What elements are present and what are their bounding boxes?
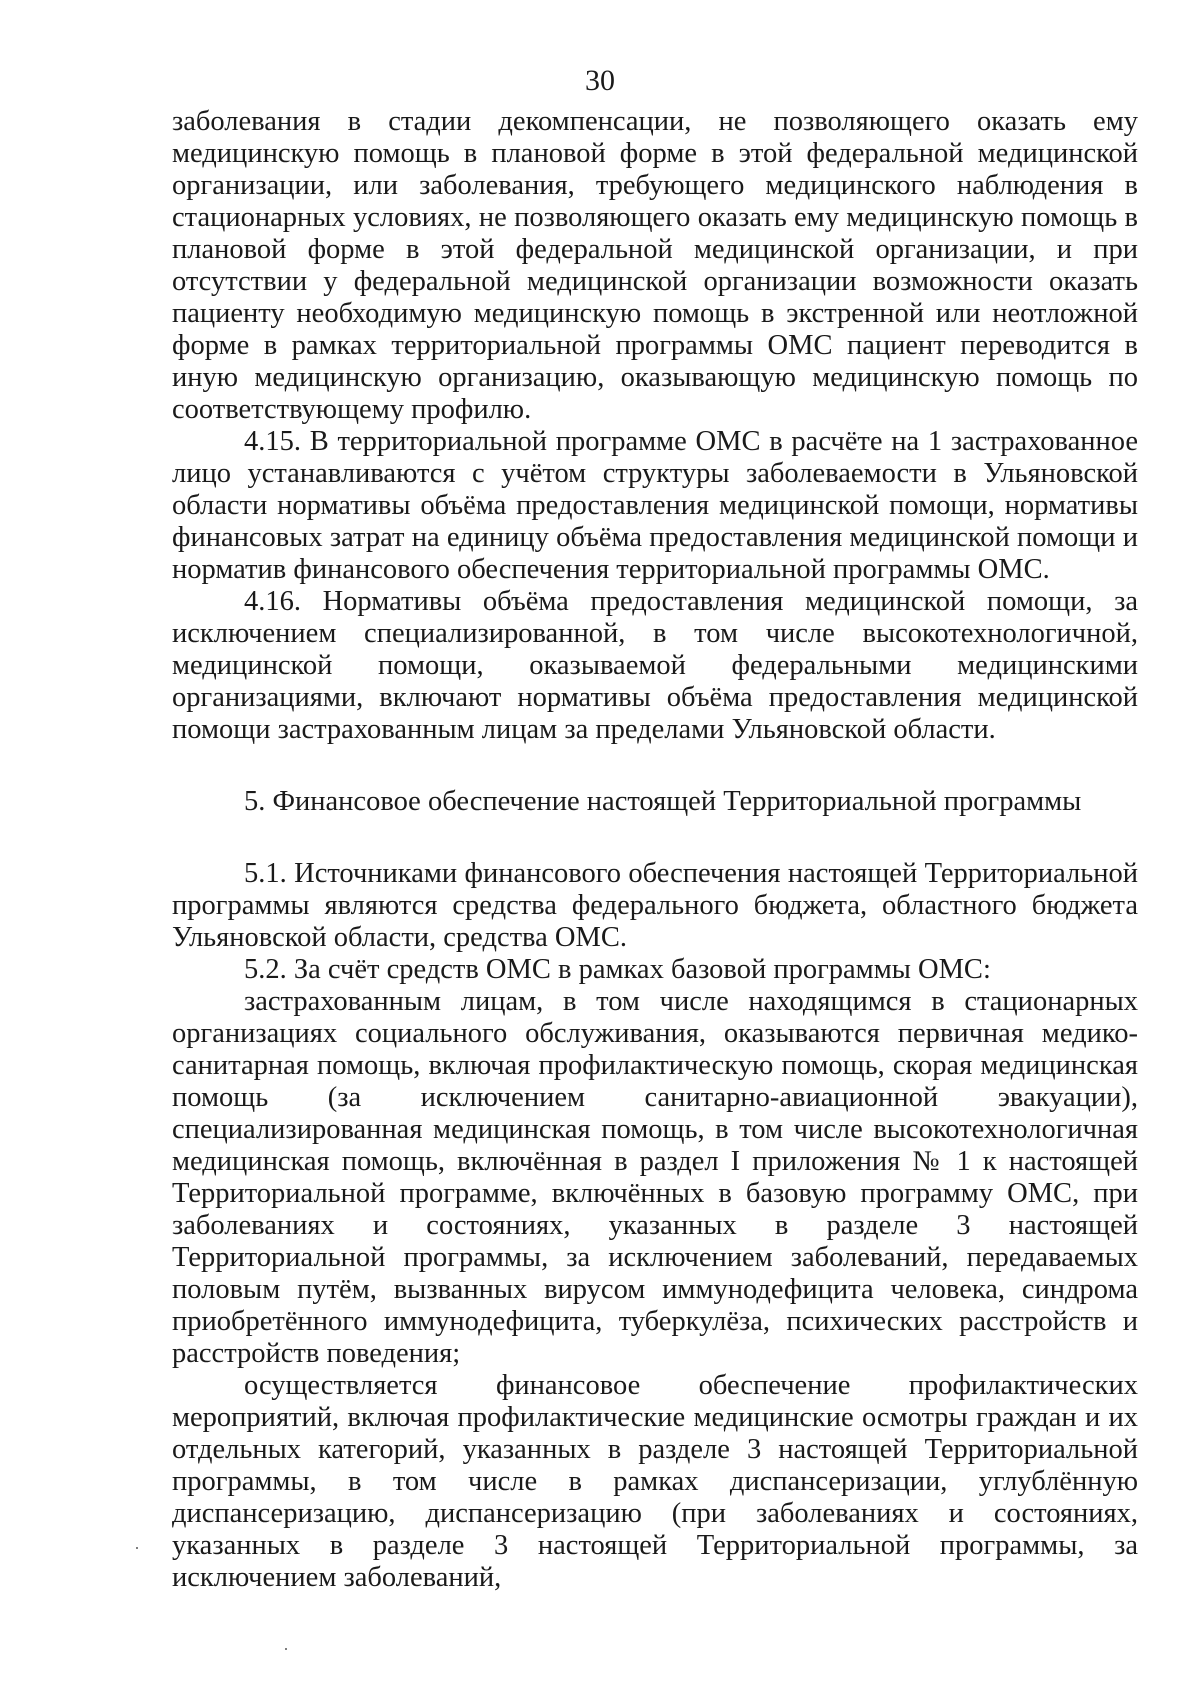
scan-speck bbox=[285, 1648, 287, 1650]
paragraph-4-16: 4.16. Нормативы объёма предоставления медицинской помощи, за исключением специализированной, в том числе высокотехнологичной, медицинской помощи, оказываемой федеральными медицинскими организациями, включают нормативы объёма предоставления медицинской помощи застрахованным лицам за пределами Ульяновской области. bbox=[172, 586, 1138, 745]
paragraph-5-2: 5.2. За счёт средств ОМС в рамках базовой программы ОМС: bbox=[244, 954, 991, 985]
paragraph-5-1: 5.1. Источниками финансового обеспечения настоящей Территориальной программы являются средства федерального бюджета, областного бюджета Ульяновской области, средства ОМС. bbox=[172, 858, 1138, 953]
document-body bbox=[172, 106, 1138, 1594]
paragraph-insured-persons: застрахованным лицам, в том числе находящимся в стационарных организациях социального обслуживания, оказываются первичная медико-санитарная помощь, включая профилактическую помощь, скорая медицинская помощь (за исключением санитарно-авиационной эвакуации), специализированная медицинская помощь, в том числе высокотехнологичная медицинская помощь, включённая в раздел I приложения № 1 к настоящей Территориальной программе, включённых в базовую программу ОМС, при заболеваниях и состояниях, указанных в разделе 3 настоящей Территориальной программы, за исключением заболеваний, передаваемых половым путём, вызванных вирусом иммунодефицита человека, синдрома приобретённого иммунодефицита, туберкулёза, психических расстройств и расстройств поведения; bbox=[172, 986, 1138, 1369]
paragraph-continuation: заболевания в стадии декомпенсации, не позволяющего оказать ему медицинскую помощь в плановой форме в этой федеральной медицинской организации, или заболевания, требующего медицинского наблюдения в стационарных условиях, не позволяющего оказать ему медицинскую помощь в плановой форме в этой федеральной медицинской организации, и при отсутствии у федеральной медицинской организации возможности оказать пациенту необходимую медицинскую помощь в экстренной или неотложной форме в рамках территориальной программы ОМС пациент переводится в иную медицинскую организацию, оказывающую медицинскую помощь по соответствующему профилю. bbox=[172, 106, 1138, 425]
paragraph-4-15: 4.15. В территориальной программе ОМС в расчёте на 1 застрахованное лицо устанавливаются с учётом структуры заболеваемости в Ульяновской области нормативы объёма предоставления медицинской помощи, нормативы финансовых затрат на единицу объёма предоставления медицинской помощи и норматив финансового обеспечения территориальной программы ОМС. bbox=[172, 426, 1138, 585]
paragraph-prevention-funding: осуществляется финансовое обеспечение профилактических мероприятий, включая профилактические медицинские осмотры граждан и их отдельных категорий, указанных в разделе 3 настоящей Территориальной программы, в том числе в рамках диспансеризации, углублённую диспансеризацию, диспансеризацию (при заболеваниях и состояниях, указанных в разделе 3 настоящей Территориальной программы, за исключением заболеваний, bbox=[172, 1370, 1138, 1593]
scan-speck bbox=[136, 1547, 138, 1549]
section-heading-5: 5. Финансовое обеспечение настоящей Территориальной программы bbox=[244, 786, 1082, 817]
page-number: 30 bbox=[585, 64, 615, 97]
